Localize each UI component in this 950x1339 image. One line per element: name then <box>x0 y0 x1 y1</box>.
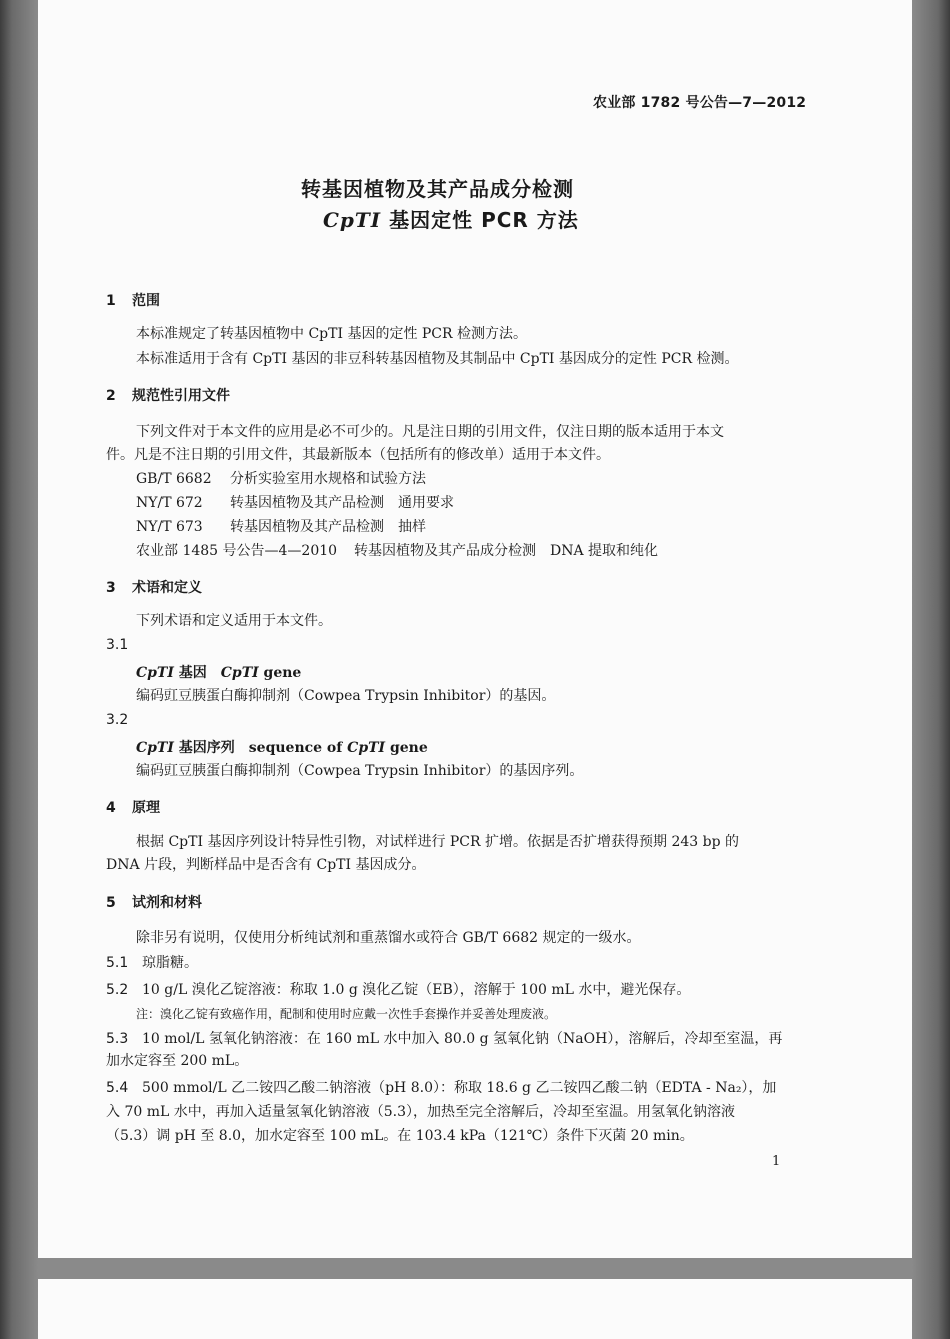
item-5-3-line-1: 5.3 10 mol/L 氢氧化钠溶液：在 160 mL 水中加入 80.0 g 氢氧化钠（NaOH），溶解后，冷却至室温，再 <box>106 1031 783 1047</box>
section-1-heading: 1 范围 <box>106 293 160 309</box>
section-2-paragraph-line-2: 件。凡是不注日期的引用文件，其最新版本（包括所有的修改单）适用于本文件。 <box>106 447 610 463</box>
section-2-paragraph-line-1: 下列文件对于本文件的应用是必不可少的。凡是注日期的引用文件，仅注日期的版本适用于本文 <box>136 424 724 440</box>
term-3-2-number: 3.2 <box>106 712 129 728</box>
item-5-4-line-1: 5.4 500 mmol/L 乙二铵四乙酸二钠溶液（pH 8.0）：称取 18.6 g 乙二铵四乙酸二钠（EDTA - Na₂），加 <box>106 1080 777 1096</box>
section-1-paragraph-2: 本标准适用于含有 CpTI 基因的非豆科转基因植物及其制品中 CpTI 基因成分的定性 PCR 检测。 <box>136 351 739 367</box>
note-5-2: 注：溴化乙锭有致癌作用，配制和使用时应戴一次性手套操作并妥善处理废液。 <box>136 1007 557 1021</box>
item-5-4-line-3: （5.3）调 pH 至 8.0，加水定容至 100 mL。在 103.4 kPa（121℃）条件下灭菌 20 min。 <box>106 1128 694 1144</box>
section-1-paragraph-1: 本标准规定了转基因植物中 CpTI 基因的定性 PCR 检测方法。 <box>136 326 528 342</box>
standard-code-header: 农业部 1782 号公告—7—2012 <box>593 95 807 111</box>
document-subtitle <box>323 204 579 233</box>
section-3-heading: 3 术语和定义 <box>106 580 202 596</box>
section-4-paragraph-line-1: 根据 CpTI 基因序列设计特异性引物，对试样进行 PCR 扩增。依据是否扩增获得预期 243 bp 的 <box>136 834 740 850</box>
reference-item: NY/T 673 转基因植物及其产品检测 抽样 <box>136 519 426 535</box>
item-5-2: 5.2 10 g/L 溴化乙锭溶液：称取 1.0 g 溴化乙锭（EB），溶解于 100 mL 水中，避光保存。 <box>106 982 691 998</box>
subtitle-gene-name: CpTI <box>323 208 382 232</box>
reference-item: GB/T 6682 分析实验室用水规格和试验方法 <box>136 471 426 487</box>
item-5-1: 5.1 琼脂糖。 <box>106 955 198 971</box>
term-3-1-definition: 编码豇豆胰蛋白酶抑制剂（Cowpea Trypsin Inhibitor）的基因。 <box>136 688 556 704</box>
section-5-paragraph: 除非另有说明，仅使用分析纯试剂和重蒸馏水或符合 GB/T 6682 规定的一级水。 <box>136 930 641 946</box>
section-4-heading: 4 原理 <box>106 800 160 816</box>
term-3-2-title: CpTI 基因序列 sequence of CpTI gene <box>136 740 428 756</box>
section-2-heading: 2 规范性引用文件 <box>106 388 230 404</box>
next-page-preview <box>38 1279 912 1339</box>
term-3-1-title: CpTI 基因 CpTI gene <box>136 665 302 681</box>
section-4-paragraph-line-2: DNA 片段，判断样品中是否含有 CpTI 基因成分。 <box>106 857 426 873</box>
item-5-4-line-2: 入 70 mL 水中，再加入适量氢氧化钠溶液（5.3），加热至完全溶解后，冷却至室温。用氢氧化钠溶液 <box>106 1104 735 1120</box>
document-title: 转基因植物及其产品成分检测 <box>301 177 574 201</box>
document-page <box>38 0 912 1258</box>
section-3-paragraph: 下列术语和定义适用于本文件。 <box>136 613 332 629</box>
section-5-heading: 5 试剂和材料 <box>106 895 202 911</box>
reference-item: 农业部 1485 号公告—4—2010 转基因植物及其产品成分检测 DNA 提取和纯化 <box>136 543 659 559</box>
page-number: 1 <box>772 1154 781 1169</box>
item-5-3-line-2: 加水定容至 200 mL。 <box>106 1053 249 1069</box>
reference-item: NY/T 672 转基因植物及其产品检测 通用要求 <box>136 495 454 511</box>
subtitle-rest: 基因定性 PCR 方法 <box>381 208 579 232</box>
term-3-2-definition: 编码豇豆胰蛋白酶抑制剂（Cowpea Trypsin Inhibitor）的基因序列。 <box>136 763 584 779</box>
term-3-1-number: 3.1 <box>106 637 129 653</box>
